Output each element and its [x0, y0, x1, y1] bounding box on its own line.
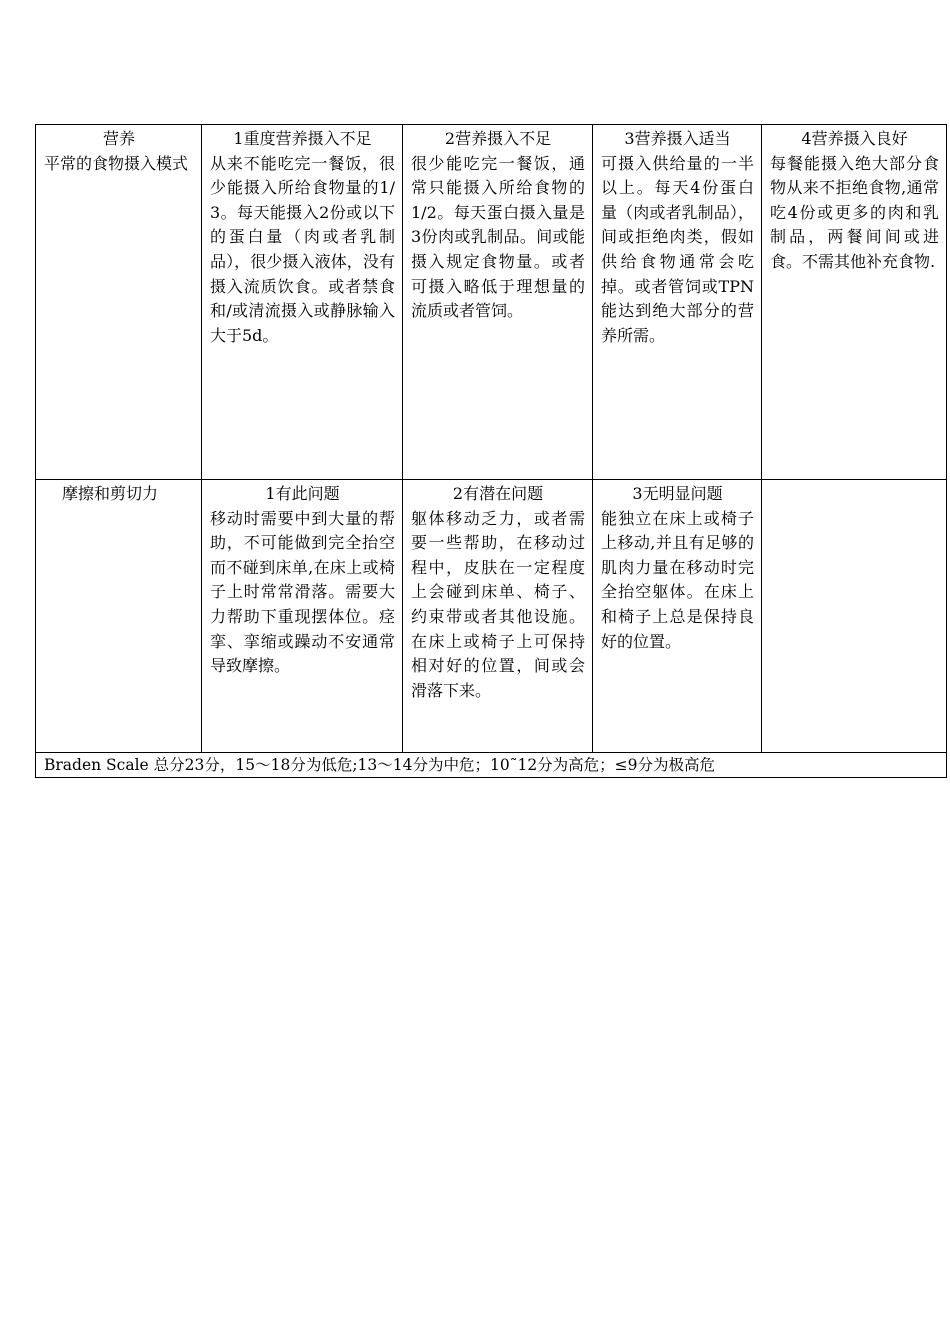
level-cell-2 [403, 480, 593, 753]
category-description: 平常的食物摄入模式 [44, 153, 189, 173]
level-cell-1 [202, 480, 403, 753]
level-cell-2 [403, 125, 593, 480]
level-heading: 3无明显问题 [632, 484, 723, 503]
level-description: 可摄入供给量的一半以上。每天4份蛋白量（肉或者乳制品），间或拒绝肉类，假如供给食物通常会吃掉。或者管饲或TPN能达到绝大部分的营养所需。 [601, 153, 754, 345]
category-name: 营养 [102, 129, 135, 148]
table-row-friction-shear [36, 480, 947, 753]
level-heading: 2营养摄入不足 [444, 129, 552, 148]
level-cell-3 [593, 125, 762, 480]
level-description: 移动时需要中到大量的帮助，不可能做到完全抬空而不碰到床单,在床上或椅子上时常常滑落。需要大力帮助下重现摆体位。痉挛、挛缩或躁动不安通常导致摩擦。 [210, 508, 395, 676]
level-description: 能独立在床上或椅子上移动,并且有足够的肌肉力量在移动时完全抬空躯体。在床上和椅子上总是保持良好的位置。 [601, 508, 754, 651]
level-heading: 1有此问题 [265, 484, 340, 503]
category-cell-friction [36, 480, 202, 753]
level-heading: 4营养摄入良好 [801, 129, 908, 148]
empty-cell [762, 480, 947, 753]
category-name: 摩擦和剪切力 [62, 484, 159, 503]
level-description: 每餐能摄入绝大部分食物从来不拒绝食物,通常吃4份或更多的肉和乳制品，两餐间间或进食。不需其他补充食物. [770, 153, 939, 271]
level-cell-1 [202, 125, 403, 480]
level-heading: 3营养摄入适当 [624, 129, 731, 148]
level-cell-3 [593, 480, 762, 753]
category-cell-nutrition [36, 125, 202, 480]
level-description: 很少能吃完一餐饭，通常只能摄入所给食物的1/2。每天蛋白摄入量是3份肉或乳制品。间或能摄入规定食物量。或者可摄入略低于理想量的流质或者管饲。 [411, 153, 585, 321]
table-row-summary [36, 753, 947, 778]
braden-summary: Braden Scale 总分23分，15～18分为低危;13～14分为中危；10˜12分为高危；≤9分为极高危 [36, 753, 947, 778]
level-description: 躯体移动乏力，或者需要一些帮助，在移动过程中，皮肤在一定程度上会碰到床单、椅子、约束带或者其他设施。在床上或椅子上可保持相对好的位置，间或会滑落下来。 [411, 508, 585, 700]
braden-scale-table [35, 124, 947, 778]
level-heading: 1重度营养摄入不足 [233, 129, 372, 148]
level-cell-4 [762, 125, 947, 480]
level-description: 从来不能吃完一餐饭，很少能摄入所给食物量的1/3。每天能摄入2份或以下的蛋白量（肉或者乳制品），很少摄入液体，没有摄入流质饮食。或者禁食和/或清流摄入或静脉输入大于5d。 [210, 153, 395, 345]
level-heading: 2有潜在问题 [452, 484, 544, 503]
table-row-nutrition [36, 125, 947, 480]
